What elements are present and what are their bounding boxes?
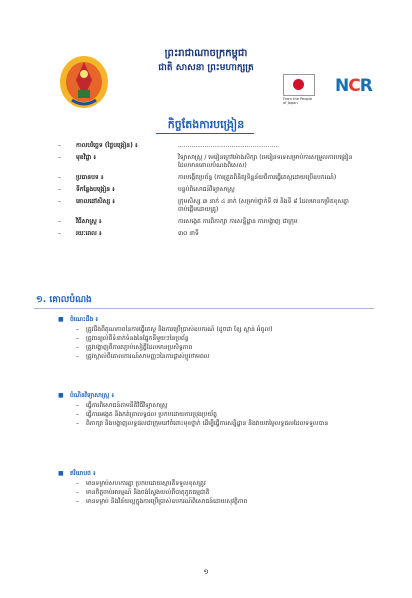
section-heading: ១. គោលបំណង xyxy=(36,295,92,305)
bullet-icon: ■ xyxy=(58,470,64,477)
list-item: – ធ្វើការអង្កេត និងកត់ត្រាលទ្ធផល ប្រកបដោយការប្រុងប្រយ័ត្ន xyxy=(76,411,217,418)
bullet-icon: ■ xyxy=(58,392,64,399)
info-row: – ប្រធានបទ ៖ ការបង្កើតប្រព័ន្ធ (ការត្រួតពិនិត្យទិន្នន័យពីការធ្វើតេស្តដោយប្រើឧបករណ៍) xyxy=(58,174,337,181)
objective-attitude: ■ ឥរិយាបថ ៖ – មានទម្លាប់សហការគ្នា ប្រកបដោយស្មារតីទទួលខុសត្រូវ – មានចិត្តចាប់អារម្មណ៍ និងចង់ស្វែងយល់ពីបាតុភូតធម្មជាតិ – មានទម្លាប់ និងវិន័យល្អក្នុងការប្រើប្រាស់ឧបករណ៍ពិសោធន៍ដោយសុវត្ថិភាព xyxy=(58,470,378,507)
objective-skills: ■ បំណិនវិទ្យាសាស្ត្រ ៖ – ធ្វើការពិសោធន៍តាមនីតិវិធីវិទ្យាសាស្ត្រ – ធ្វើការអង្កេត និងកត់ត្រាលទ្ធផល ប្រកបដោយការប្រុងប្រយ័ត្ន – ពិភាក្សា និងបង្ហាញលទ្ធផលជាក្រុមនៅចំពោះមុខថ្នាក់ ដើម្បីធ្វើការសន្និដ្ឋាន និងវាយតម្លៃលទ្ធផលដែលទទួលបាន xyxy=(58,392,378,429)
info-row: – កាលបរិច្ឆេទ (ថ្ងៃបង្រៀន) ៖ ..................................................... xyxy=(58,142,280,149)
list-item: – ត្រូវពន្យល់ពីទំនាក់ទំនងនៃផ្នែកនីមួយៗនៃប្រព័ន្ធ xyxy=(76,335,189,342)
list-item: – ធ្វើការពិសោធន៍តាមនីតិវិធីវិទ្យាសាស្ត្រ xyxy=(76,402,168,409)
ncr-logo: NCR xyxy=(335,76,372,96)
list-item: – មានទម្លាប់សហការគ្នា ប្រកបដោយស្មារតីទទួលខុសត្រូវ xyxy=(76,480,206,487)
japan-flag-icon xyxy=(283,74,315,96)
page-title: កិច្ចតែងការបង្រៀន xyxy=(167,118,245,131)
list-item: – មានទម្លាប់ និងវិន័យល្អក្នុងការប្រើប្រាស់ឧបករណ៍ពិសោធន៍ដោយសុវត្ថិភាព xyxy=(76,498,248,505)
title-underline xyxy=(156,133,254,134)
list-item: – ត្រូវស្គាល់ពីគោលការណ៍សាមញ្ញៗនៃការផ្លាស់ប្តូរថាមពល xyxy=(76,353,210,360)
list-item: – ត្រូវដឹងពីគុណភាពនៃការធ្វើតេស្ត និងការប្រើប្រាស់ឧបករណ៍ (ដូចជា ខ្សែ ស្ពាន់ អំពូល) xyxy=(76,326,273,333)
lesson-info-list xyxy=(58,142,358,242)
info-row: – រយៈពេល ៖ ៣០ នាទី xyxy=(58,230,199,237)
objective-knowledge: ■ ចំណេះដឹង ៖ – ត្រូវដឹងពីគុណភាពនៃការធ្វើតេស្ត និងការប្រើប្រាស់ឧបករណ៍ (ដូចជា ខ្សែ ស្ពាន់ អំពូល) – ត្រូវពន្យល់ពីទំនាក់ទំនងនៃផ្នែកនីមួយៗនៃប្រព័ន្ធ – ត្រូវបង្ហាញពីការតភ្ជាប់សៀគ្វីដែលមានប្រសិទ្ធភាព – ត្រូវស្គាល់ពីគោលការណ៍សាមញ្ញៗនៃការផ្លាស់ប្តូរថាមពល xyxy=(58,316,378,362)
info-row: – គោលដៅសិស្ស ៖ ក្រុមសិស្ស ៣ នាក់ ៤ នាក់ (សម្រាប់ថ្នាក់ទី ៧ និងទី ៨ ដែលមានកម្រិតខុសគ្នា ចាប់ផ្តើមដោយគ្រូ) xyxy=(58,198,349,213)
list-item: – ពិភាក្សា និងបង្ហាញលទ្ធផលជាក្រុមនៅចំពោះមុខថ្នាក់ ដើម្បីធ្វើការសន្និដ្ឋាន និងវាយតម្លៃលទ្ធផលដែលទទួលបាន xyxy=(76,420,329,427)
info-row: – វិធីសាស្ត្រ ៖ ការសង្កេត ការពិភាក្សា ការសន្និដ្ឋាន ការបង្ហាញ ជាក្រុម xyxy=(58,218,298,225)
bullet-icon: ■ xyxy=(58,316,64,323)
kingdom-heading: ព្រះរាជាណាចក្រកម្ពុជា xyxy=(164,48,248,59)
info-row: – មុខវិជ្ជា ៖ វិទ្យាសាស្ត្រ / មេរៀនក្រៅម៉ោងសិក្សា (មេរៀនទទេសម្រាប់ការសម្រួលការបង្រៀនដែលមានគោលបំណងពិសេស) xyxy=(58,154,353,169)
section-divider xyxy=(34,308,374,309)
page-number: ១ xyxy=(203,568,209,576)
list-item: – មានចិត្តចាប់អារម្មណ៍ និងចង់ស្វែងយល់ពីបាតុភូតធម្មជាតិ xyxy=(76,489,210,496)
info-row: – ទីកន្លែងបង្រៀន ៖ បន្ទប់ពិសោធន៍វិទ្យាសាស្ត្រ xyxy=(58,186,235,193)
national-motto: ជាតិ សាសនា ព្រះមហាក្សត្រ xyxy=(158,63,254,73)
japan-caption: From the People of Japan xyxy=(283,97,313,106)
list-item: – ត្រូវបង្ហាញពីការតភ្ជាប់សៀគ្វីដែលមានប្រសិទ្ធភាព xyxy=(76,344,193,351)
